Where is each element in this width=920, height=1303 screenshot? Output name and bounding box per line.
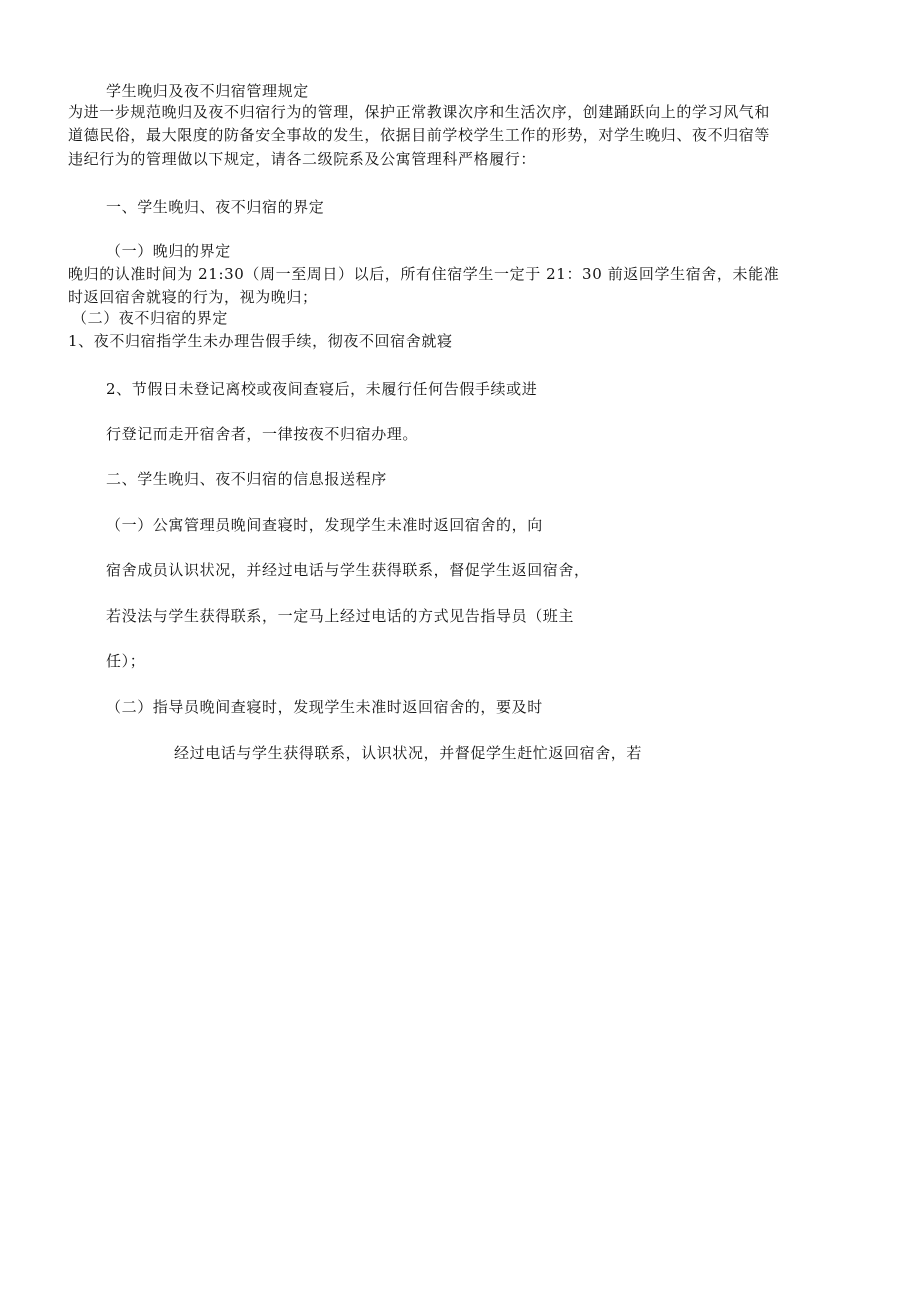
- section-2-sub-1-line-2: 宿舍成员认识状况，并经过电话与学生获得联系，督促学生返回宿舍，: [106, 561, 590, 579]
- document-title: 学生晚归及夜不归宿管理规定: [106, 82, 309, 100]
- section-1-heading: 一、学生晚归、夜不归宿的界定: [106, 198, 325, 216]
- section-1-sub-1-heading: （一）晚归的界定: [106, 242, 231, 260]
- section-2-heading: 二、学生晚归、夜不归宿的信息报送程序: [106, 470, 387, 488]
- intro-line-2: 道德民俗，最大限度的防备安全事故的发生，依据目前学校学生工作的形势，对学生晚归、夜不归宿等: [68, 126, 771, 144]
- late-return-definition-line-1: 晚归的认准时间为 21:30（周一至周日）以后，所有住宿学生一定于 21：30 前返回学生宿舍，未能准: [68, 265, 780, 283]
- section-1-sub-2-heading: （二）夜不归宿的界定: [72, 309, 229, 327]
- section-2-sub-1-line-1: （一）公寓管理员晚间查寝时，发现学生未准时返回宿舍的，向: [106, 516, 543, 534]
- intro-line-3: 违纪行为的管理做以下规定，请各二级院系及公寓管理科严格履行：: [68, 150, 537, 168]
- section-2-sub-2-line-2: 经过电话与学生获得联系，认识状况，并督促学生赶忙返回宿舍，若: [174, 744, 643, 762]
- section-2-sub-1-line-3: 若没法与学生获得联系，一定马上经过电话的方式见告指导员（班主: [106, 607, 575, 625]
- section-2-sub-1-line-4: 任）；: [106, 652, 146, 670]
- overnight-absence-item-2-line-2: 行登记而走开宿舍者，一律按夜不归宿办理。: [106, 425, 419, 443]
- intro-line-1: 为进一步规范晚归及夜不归宿行为的管理，保护正常教课次序和生活次序，创建踊跃向上的学习风气和: [68, 103, 771, 121]
- late-return-definition-line-2: 时返回宿舍就寝的行为，视为晚归；: [68, 288, 318, 306]
- overnight-absence-item-2-line-1: 2、节假日未登记离校或夜间查寝后，未履行任何告假手续或进: [106, 380, 538, 398]
- section-2-sub-2-line-1: （二）指导员晚间查寝时，发现学生未准时返回宿舍的，要及时: [106, 698, 543, 716]
- overnight-absence-item-1: 1、夜不归宿指学生未办理告假手续，彻夜不回宿舍就寝: [68, 332, 453, 350]
